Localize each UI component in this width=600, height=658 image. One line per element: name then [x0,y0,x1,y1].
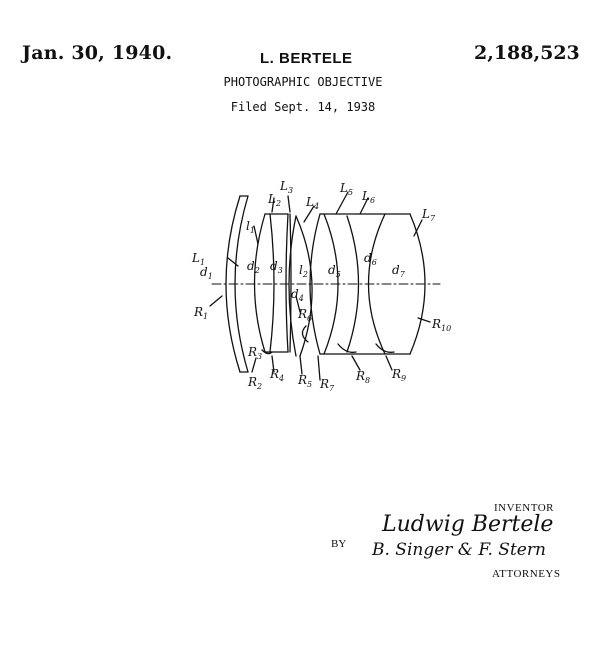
label-r6: $R_6$ [298,307,313,323]
label-d5: $d_5$ [328,263,341,279]
label-d7: $d_7$ [392,263,405,279]
label-l4-lens: $L_4$ [306,195,320,211]
inventor-signature: Ludwig Bertele [382,512,554,537]
label-d2: $d_2$ [247,259,260,275]
attorneys-label: ATTORNEYS [492,568,561,580]
label-d6: $d_6$ [364,251,377,267]
label-l3-lens: $L_3$ [280,179,294,195]
label-r8: $R_8$ [356,369,371,385]
patent-date: Jan. 30, 1940. [22,42,173,64]
label-d3: $d_3$ [270,259,283,275]
label-l2-lens: $L_2$ [268,192,282,208]
label-r10: $R_{10}$ [432,317,452,333]
lens-l3-front [286,214,288,352]
attorney-signature: B. Singer & F. Stern [372,540,546,560]
label-r1: $R_1$ [194,305,209,321]
lens-l2-back [270,214,274,352]
label-l7-lens: $L_7$ [422,207,436,223]
patent-number: 2,188,523 [474,42,580,64]
label-l1-small: $l_1$ [246,219,255,235]
label-l1-lens: $L_1$ [192,251,206,267]
filed-date: Filed Sept. 14, 1938 [230,100,376,114]
label-r2: $R_2$ [248,375,263,391]
label-l5-lens: $L_5$ [340,181,354,197]
label-r7: $R_7$ [320,377,335,393]
inventor-label: INVENTOR [494,502,555,514]
label-r5: $R_5$ [298,373,313,389]
label-l2-small: $l_2$ [299,263,308,279]
patent-title: PHOTOGRAPHIC OBJECTIVE [223,75,383,89]
label-r9: $R_9$ [392,367,407,383]
lens-l3-back [290,214,291,352]
by-label: BY [331,538,347,550]
label-d4: $d_4$ [291,287,304,303]
inventor-name: L. BERTELE [260,50,353,67]
label-r3: $R_3$ [248,345,263,361]
label-d1: $d_1$ [200,265,213,281]
label-r4: $R_4$ [270,367,285,383]
label-l6-lens: $L_6$ [362,189,376,205]
